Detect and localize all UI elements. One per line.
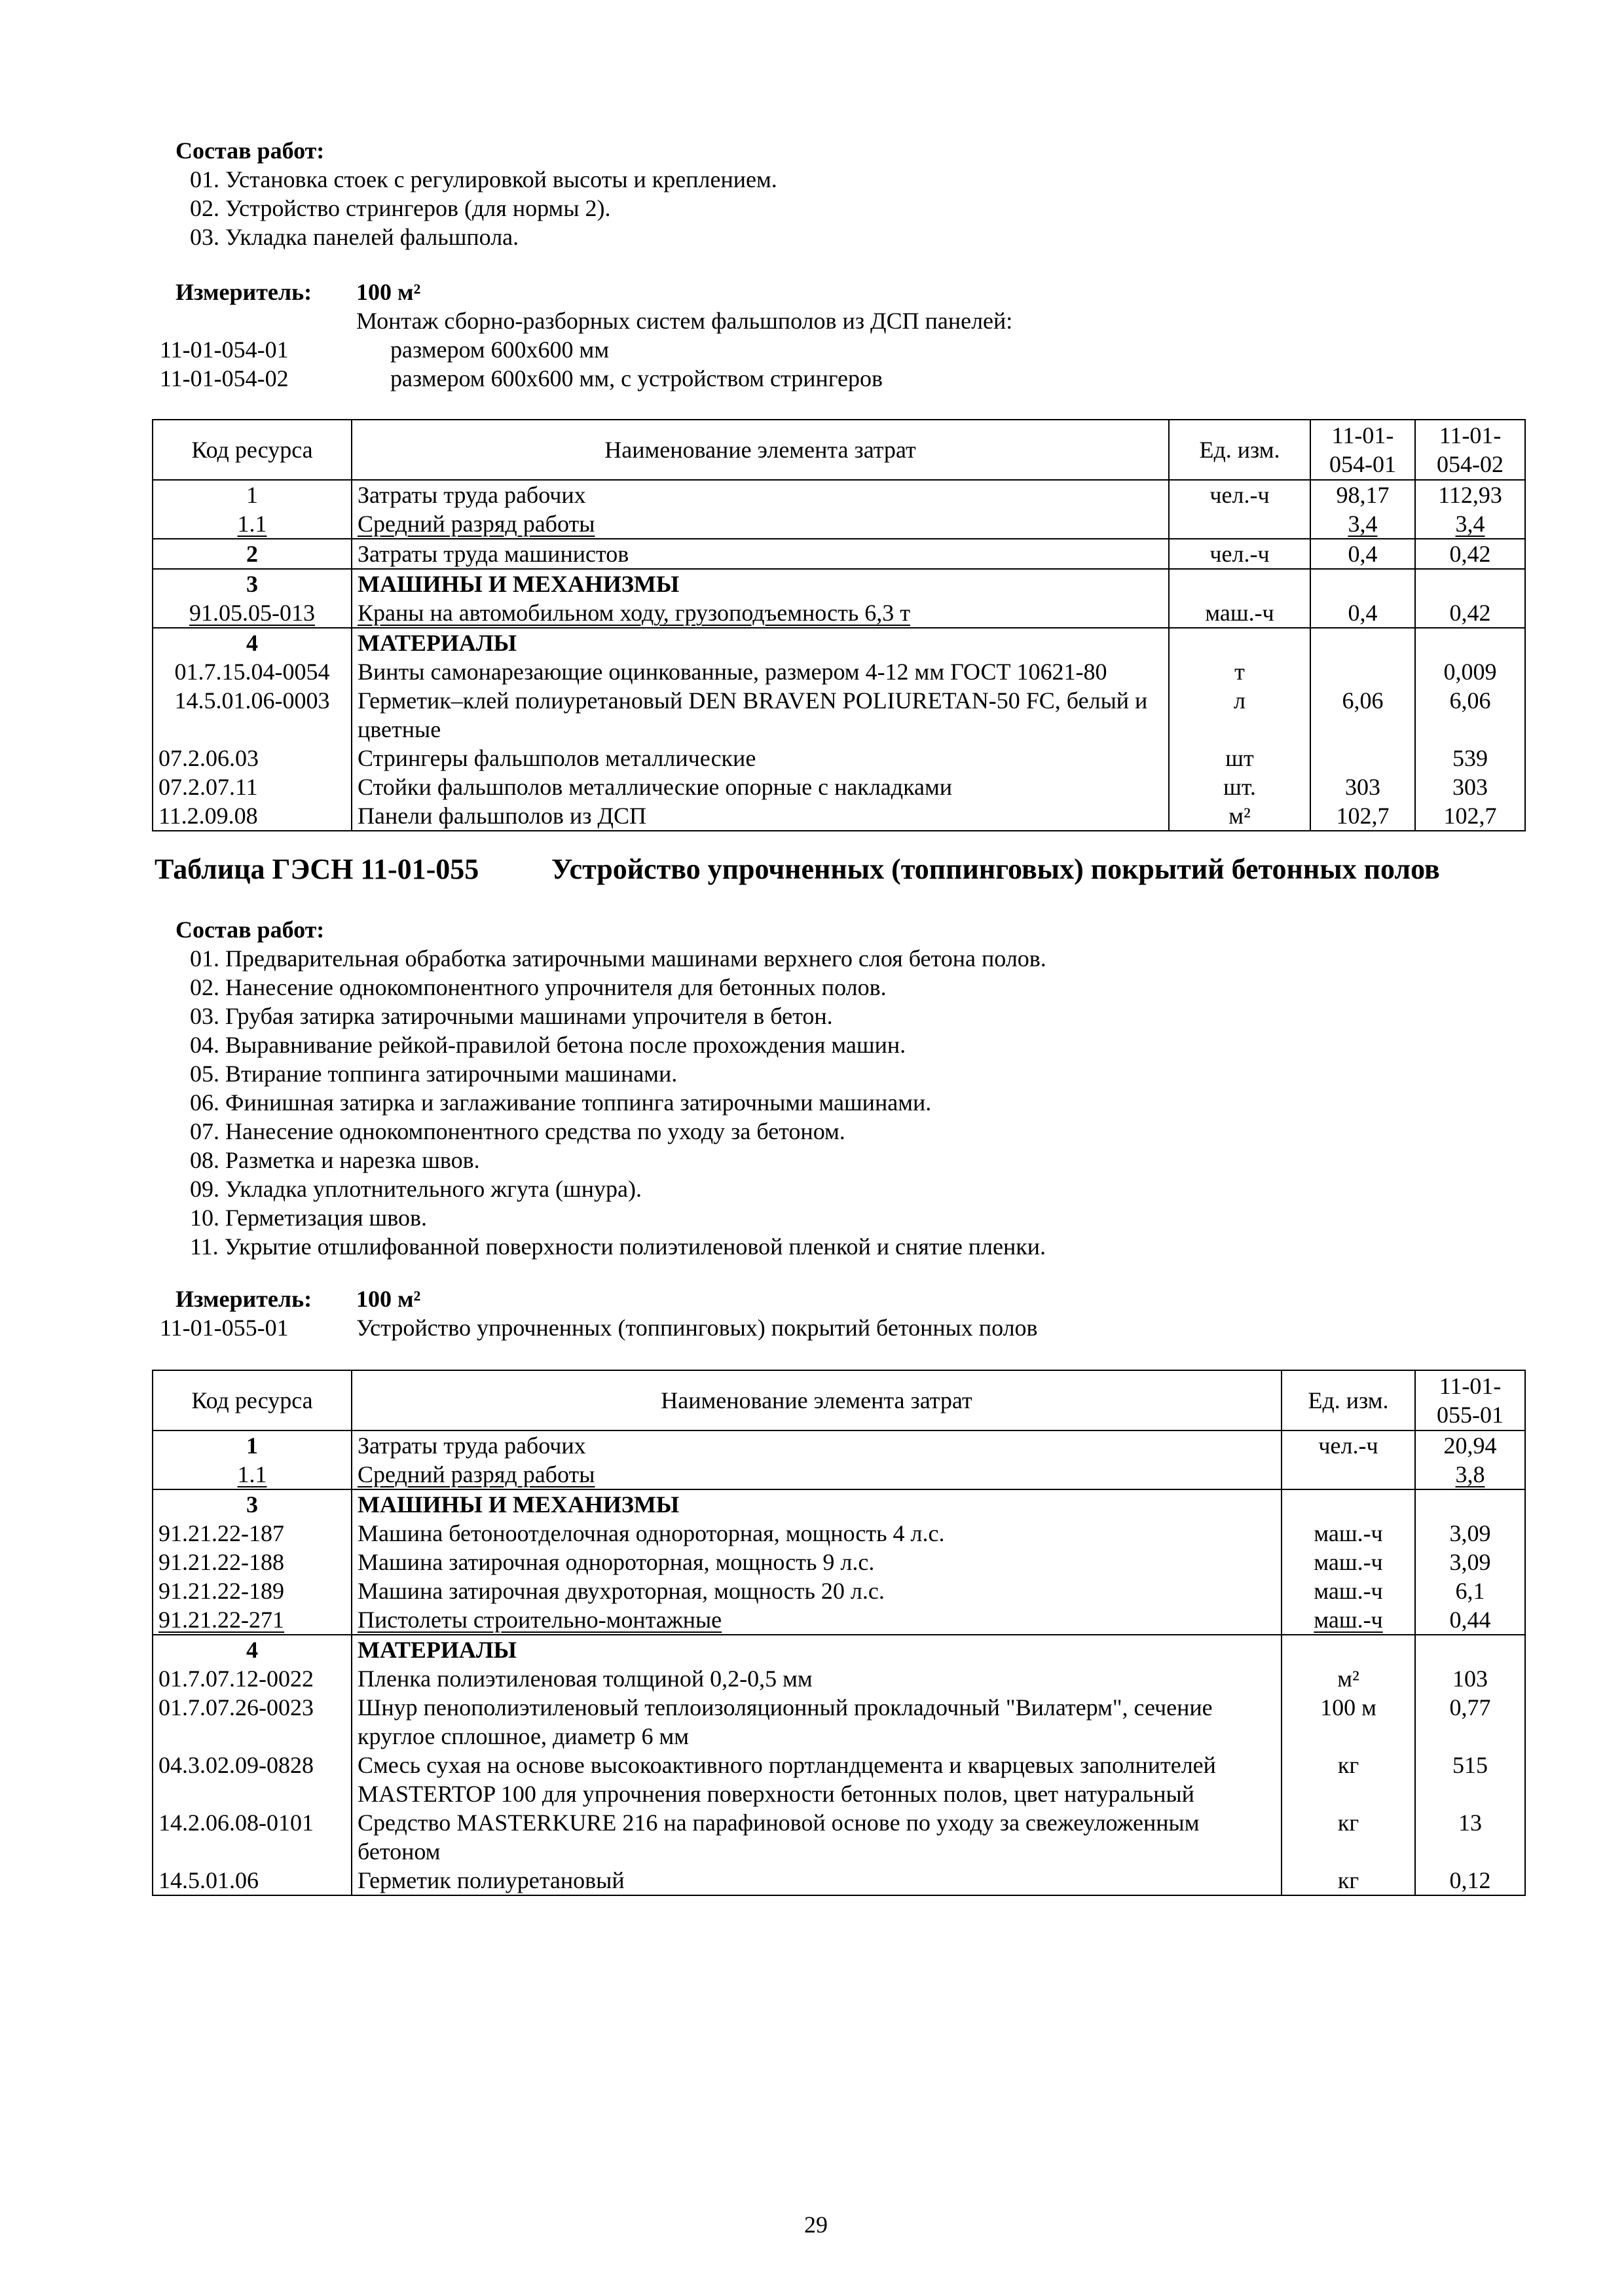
row-value-1: 0,44 [1415,1605,1525,1635]
table-row [153,686,1525,744]
table-row [153,1548,1525,1576]
row-name: Пистолеты строительно-монтажные [352,1605,1282,1635]
header-norm-1: 11-01-054-01 [1310,420,1415,480]
row-name: Машина бетоноотделочная однороторная, мощность 4 л.с. [352,1519,1282,1548]
row-value-1: 20,94 [1415,1430,1525,1460]
row-value-2: 0,42 [1415,539,1525,569]
list-item: 05. Втирание топпинга затирочными машинами. [190,1061,678,1087]
row-value-2: 3,4 [1415,509,1525,539]
table-row [153,1664,1525,1693]
header-name: Наименование элемента затрат [352,1370,1282,1430]
row-name: Средство MASTERKURE 216 на парафиновой основе по уходу за свежеуложенным бетоном [352,1808,1282,1866]
row-name: Шнур пенополиэтиленовый теплоизоляционный прокладочный "Вилатерм", сечение круглое сплошное, диаметр 6 мм [352,1693,1282,1751]
list-item: 02. Устройство стрингеров (для нормы 2). [190,195,611,221]
table-row [153,1693,1525,1751]
row-value-2 [1415,569,1525,598]
row-name: Винты самонарезающие оцинкованные, размером 4-12 мм ГОСТ 10621-80 [352,657,1169,686]
row-value-1 [1310,628,1415,657]
row-value-1: 0,12 [1415,1866,1525,1895]
row-code: 11.2.09.08 [153,801,352,831]
work-list [190,944,1046,1261]
row-code: 91.21.22-187 [153,1519,352,1548]
list-item: 03. Грубая затирка затирочными машинами упрочителя в бетон. [190,1003,833,1029]
row-code: 91.21.22-189 [153,1576,352,1605]
row-code: 1 [153,1430,352,1460]
row-name: Затраты труда рабочих [352,1430,1282,1460]
norm-description: Монтаж сборно-разборных систем фальшполов из ДСП панелей: [356,308,1013,334]
row-value-1 [1310,657,1415,686]
row-unit [1282,1635,1415,1664]
table-subtitle: Устройство упрочненных (топпинговых) покрытий бетонных полов [551,853,1440,885]
table-row [153,744,1525,773]
row-code: 1 [153,480,352,509]
row-value-2: 539 [1415,744,1525,773]
table-row [153,1489,1525,1519]
row-code: 01.7.15.04-0054 [153,657,352,686]
row-value-1: 103 [1415,1664,1525,1693]
row-value-1: 13 [1415,1808,1525,1866]
row-unit [1169,628,1310,657]
row-value-1: 98,17 [1310,480,1415,509]
resource-table-054 [152,419,1526,831]
row-name: Герметик полиуретановый [352,1866,1282,1895]
table-row [153,1866,1525,1895]
row-value-1 [1415,1635,1525,1664]
norm-text: размером 600х600 мм, с устройством стрингеров [390,365,883,392]
row-unit [1169,509,1310,539]
row-unit [1282,1460,1415,1489]
row-unit: чел.-ч [1282,1430,1415,1460]
row-code: 14.5.01.06-0003 [153,686,352,744]
row-unit: маш.-ч [1282,1519,1415,1548]
row-unit: л [1169,686,1310,744]
table-row [153,1460,1525,1489]
row-code: 14.2.06.08-0101 [153,1808,352,1866]
row-name: Краны на автомобильном ходу, грузоподъемность 6,3 т [352,598,1169,628]
row-unit: м² [1282,1664,1415,1693]
row-name: Герметик–клей полиуретановый DEN BRAVEN POLIURETAN-50 FC, белый и цветные [352,686,1169,744]
row-value-1: 0,77 [1415,1693,1525,1751]
header-norm-1: 11-01-055-01 [1415,1370,1525,1430]
row-code: 1.1 [153,509,352,539]
row-unit: шт. [1169,773,1310,801]
row-name: Машина затирочная однороторная, мощность 9 л.с. [352,1548,1282,1576]
row-name: Стойки фальшполов металлические опорные с накладками [352,773,1169,801]
row-name: Затраты труда машинистов [352,539,1169,569]
row-value-1 [1310,569,1415,598]
row-value-2: 102,7 [1415,801,1525,831]
row-unit: маш.-ч [1282,1548,1415,1576]
row-value-2: 0,009 [1415,657,1525,686]
row-code: 01.7.07.26-0023 [153,1693,352,1751]
list-item: 11. Укрытие отшлифованной поверхности полиэтиленовой пленкой и снятие пленки. [190,1233,1046,1260]
row-value-1: 6,1 [1415,1576,1525,1605]
table-row [153,509,1525,539]
row-unit: т [1169,657,1310,686]
row-unit: 100 м [1282,1693,1415,1751]
row-value-1: 3,09 [1415,1519,1525,1548]
table-row [153,1605,1525,1635]
row-value-1: 0,4 [1310,598,1415,628]
table-row [153,1519,1525,1548]
header-code: Код ресурса [153,420,352,480]
row-name: Смесь сухая на основе высокоактивного портландцемента и кварцевых заполнителей MASTERTOP 100 для упрочнения поверхности бетонных полов, цвет натуральный [352,1751,1282,1808]
header-code: Код ресурса [153,1370,352,1430]
row-name: МАШИНЫ И МЕХАНИЗМЫ [352,1489,1282,1519]
row-code: 91.05.05-013 [153,598,352,628]
row-code: 91.21.22-188 [153,1548,352,1576]
row-name: Затраты труда рабочих [352,480,1169,509]
row-unit: шт [1169,744,1310,773]
row-value-1: 0,4 [1310,539,1415,569]
row-unit: маш.-ч [1282,1576,1415,1605]
row-unit: кг [1282,1808,1415,1866]
table-row [153,1808,1525,1866]
row-unit: маш.-ч [1169,598,1310,628]
table-row [153,773,1525,801]
row-unit: кг [1282,1866,1415,1895]
list-item: 09. Укладка уплотнительного жгута (шнура). [190,1176,642,1202]
row-value-1 [1415,1489,1525,1519]
row-value-1: 3,4 [1310,509,1415,539]
table-row [153,1576,1525,1605]
row-code: 2 [153,539,352,569]
row-unit [1169,569,1310,598]
resource-table-055 [152,1370,1526,1896]
table-row [153,569,1525,598]
table-row [153,1430,1525,1460]
table-title: Таблица ГЭСН 11-01-055 [155,853,479,885]
header-unit: Ед. изм. [1282,1370,1415,1430]
work-list [190,165,777,251]
row-value-2 [1415,628,1525,657]
norm-text: размером 600х600 мм [390,337,610,363]
measure-value: 100 м² [356,279,421,305]
row-code: 3 [153,569,352,598]
table-row [153,480,1525,509]
header-name: Наименование элемента затрат [352,420,1169,480]
row-value-1: 102,7 [1310,801,1415,831]
table-row [153,1635,1525,1664]
row-name: Пленка полиэтиленовая толщиной 0,2-0,5 мм [352,1664,1282,1693]
row-code: 01.7.07.12-0022 [153,1664,352,1693]
row-unit: чел.-ч [1169,480,1310,509]
table-row [153,628,1525,657]
row-code: 14.5.01.06 [153,1866,352,1895]
table-row [153,1751,1525,1808]
table-row [153,539,1525,569]
row-value-2: 303 [1415,773,1525,801]
norm-code: 11-01-055-01 [160,1315,289,1341]
row-name: МАТЕРИАЛЫ [352,1635,1282,1664]
row-code: 3 [153,1489,352,1519]
header-unit: Ед. изм. [1169,420,1310,480]
row-value-2: 0,42 [1415,598,1525,628]
row-code: 91.21.22-271 [153,1605,352,1635]
row-code: 1.1 [153,1460,352,1489]
row-value-1: 6,06 [1310,686,1415,744]
norm-code: 11-01-054-02 [160,365,289,392]
table-row [153,657,1525,686]
list-item: 08. Разметка и нарезка швов. [190,1147,480,1173]
row-name: Панели фальшполов из ДСП [352,801,1169,831]
measure-label: Измеритель: [175,279,312,305]
row-unit: кг [1282,1751,1415,1808]
row-name: МАШИНЫ И МЕХАНИЗМЫ [352,569,1169,598]
list-item: 03. Укладка панелей фальшпола. [190,224,519,250]
table-row [153,598,1525,628]
list-item: 04. Выравнивание рейкой-правилой бетона после прохождения машин. [190,1032,906,1058]
row-code: 4 [153,628,352,657]
list-item: 02. Нанесение однокомпонентного упрочнителя для бетонных полов. [190,974,887,1000]
norm-code: 11-01-054-01 [160,337,289,363]
row-code: 07.2.07.11 [153,773,352,801]
table-header-row [153,1370,1525,1430]
row-code: 4 [153,1635,352,1664]
row-name: Машина затирочная двухроторная, мощность 20 л.с. [352,1576,1282,1605]
page-number: 29 [804,2212,828,2238]
list-item: 01. Предварительная обработка затирочными машинами верхнего слоя бетона полов. [190,945,1046,972]
row-unit: м² [1169,801,1310,831]
row-value-2: 6,06 [1415,686,1525,744]
list-item: 10. Герметизация швов. [190,1205,428,1231]
list-item: 06. Финишная затирка и заглаживание топпинга затирочными машинами. [190,1089,932,1116]
table-row [153,801,1525,831]
composition-label: Состав работ: [175,917,325,943]
row-value-1 [1310,744,1415,773]
row-value-1: 303 [1310,773,1415,801]
row-code: 07.2.06.03 [153,744,352,773]
norm-text: Устройство упрочненных (топпинговых) покрытий бетонных полов [356,1315,1038,1341]
row-unit: чел.-ч [1169,539,1310,569]
list-item: 01. Установка стоек с регулировкой высоты и креплением. [190,166,777,192]
row-value-2: 112,93 [1415,480,1525,509]
row-value-1: 515 [1415,1751,1525,1808]
row-name: Средний разряд работы [352,1460,1282,1489]
header-norm-2: 11-01-054-02 [1415,420,1525,480]
list-item: 07. Нанесение однокомпонентного средства по уходу за бетоном. [190,1118,845,1144]
row-name: Стрингеры фальшполов металлические [352,744,1169,773]
measure-label: Измеритель: [175,1286,312,1312]
composition-label: Состав работ: [175,137,325,164]
row-value-1: 3,09 [1415,1548,1525,1576]
table-header-row [153,420,1525,480]
row-value-1: 3,8 [1415,1460,1525,1489]
row-name: МАТЕРИАЛЫ [352,628,1169,657]
row-unit [1282,1489,1415,1519]
measure-value: 100 м² [356,1286,421,1312]
row-name: Средний разряд работы [352,509,1169,539]
row-code: 04.3.02.09-0828 [153,1751,352,1808]
row-unit: маш.-ч [1282,1605,1415,1635]
